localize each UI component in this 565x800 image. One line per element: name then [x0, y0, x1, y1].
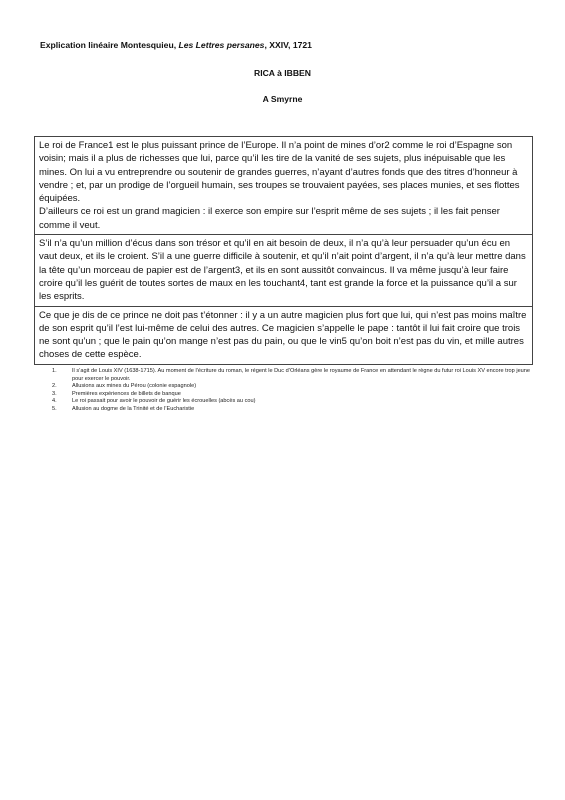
- footnote-text: Allusions aux mines du Pérou (colonie espagnole): [72, 383, 197, 390]
- passage-paragraph-1: Le roi de France1 est le plus puissant prince de l’Europe. Il n’a point de mines d’or2 comme le roi d’Espagne son voisin; mais il a plus de richesses que lui, parce qu’il les tire de la vanité de ses sujets, plus inépuisable que les mines. On lui a vu entreprendre ou soutenir de grandes guerres, n’ayant d’autres fonds que des titres d’honneur à vendre ; et, par un prodige de l’orgueil humain, ses troupes se trouvaient payées, ses places munies, et ses flottes équipées.: [39, 140, 520, 205]
- footnote-item: [52, 406, 532, 414]
- footnote-item: [52, 398, 532, 406]
- footnote-text: Le roi passait pour avoir le pouvoir de guérir les écrouelles (abcès au cou): [72, 398, 256, 405]
- footnote-text: Premières expériences de billets de banque: [72, 390, 181, 397]
- document-header: [40, 40, 312, 50]
- footnote-item: [52, 368, 532, 383]
- header-prefix: Explication linéaire Montesquieu,: [40, 40, 179, 50]
- footnote-number: 5.: [52, 405, 57, 412]
- passage-paragraph-4: Ce que je dis de ce prince ne doit pas t’étonner : il y a un autre magicien plus fort que lui, qui n’est pas moins maître de son esprit qu’il l’est lui-même de celui des autres. Ce magicien s’appelle le pape : tantôt il lui fait croire que trois ne sont qu’un ; que le pain qu’on mange n’est pas du pain, ou que le vin5 qu’on boit n’est pas du vin, et mille autres choses de cette espèce.: [39, 309, 527, 361]
- passage-cell-2: [35, 235, 532, 306]
- header-suffix: , XXIV, 1721: [264, 40, 312, 50]
- footnote-text: Allusion au dogme de la Trinité et de l’Eucharistie: [72, 405, 195, 412]
- passage-cell-1: [35, 137, 532, 235]
- footnote-number: 4.: [52, 398, 57, 405]
- passage-cell-3: [35, 307, 532, 365]
- footnote-number: 1.: [52, 368, 57, 374]
- footnotes-list: [52, 368, 532, 414]
- passage-paragraph-3: S’il n’a qu’un million d’écus dans son trésor et qu’il en ait besoin de deux, il n’a qu’à leur persuader qu’un écu en vaut deux, et ils le croient. S’il a une guerre difficile à soutenir, et qu’il n’ait point d’argent, il n’a qu’à leur mettre dans la tête qu’un morceau de papier est de l’argent3, et ils en sont aussitôt convaincus. Il va même jusqu’à leur faire croire qu’il les guérit de toutes sortes de maux en les touchant4, tant est grande la force et la puissance qu’il a sur les esprits.: [39, 238, 526, 303]
- footnote-number: 2.: [52, 383, 57, 390]
- passage-paragraph-2: D’ailleurs ce roi est un grand magicien : il exerce son empire sur l’esprit même de ses sujets ; il les fait penser comme il veut.: [39, 206, 500, 231]
- footnote-item: [52, 383, 532, 391]
- footnote-item: [52, 391, 532, 399]
- text-table: [34, 136, 533, 365]
- header-work-title: Les Lettres persanes: [178, 40, 265, 50]
- footnote-text: Il s’agit de Louis XIV (1638-1715). Au moment de l’écriture du roman, le régent le Duc d’Orléans gère le royaume de France en attendant le règne du futur roi Louis XV encore trop jeune pour exercer le pouvoir.: [72, 368, 531, 382]
- footnote-number: 3.: [52, 390, 57, 397]
- letter-title: RICA à IBBEN: [254, 68, 311, 78]
- letter-place: A Smyrne: [262, 94, 303, 104]
